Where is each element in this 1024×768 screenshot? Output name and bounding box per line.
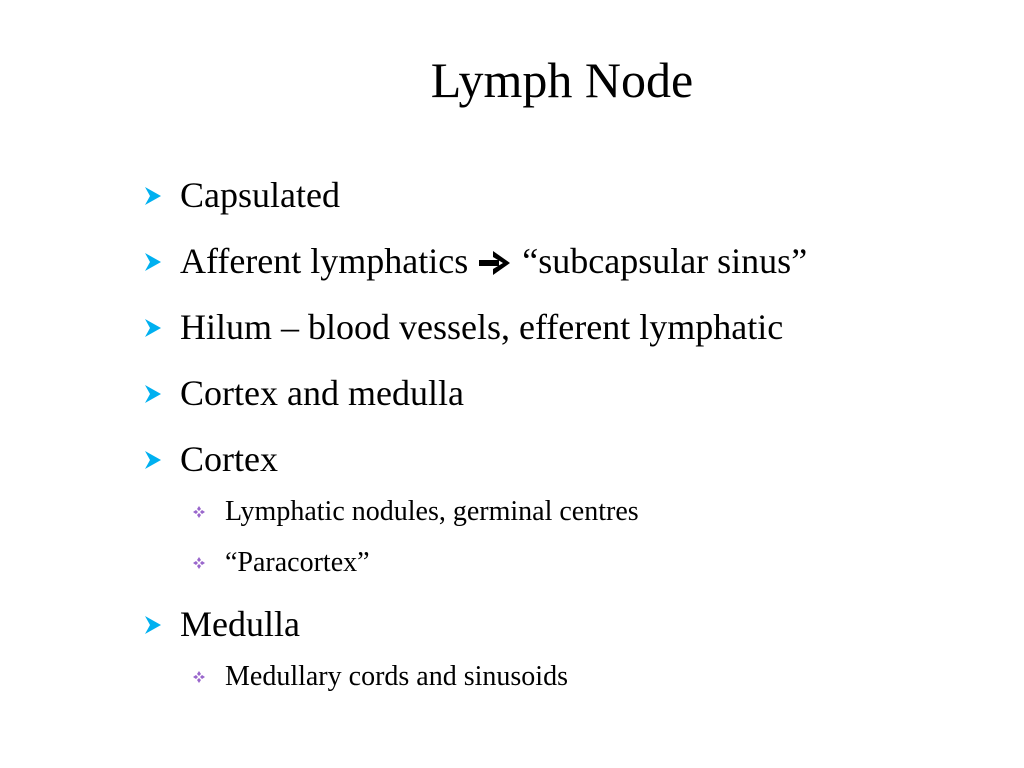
chevron-arrow-bullet-icon bbox=[145, 319, 161, 337]
bullet-item bbox=[143, 597, 1003, 651]
four-diamond-bullet-icon bbox=[193, 557, 205, 569]
four-diamond-bullet-icon bbox=[193, 671, 205, 683]
chevron-arrow-bullet-icon bbox=[145, 253, 161, 271]
chevron-arrow-bullet-icon bbox=[145, 187, 161, 205]
bullet-text: Cortex bbox=[180, 439, 278, 479]
sub-list-container bbox=[143, 657, 1003, 697]
slide-title: Lymph Node bbox=[430, 52, 694, 108]
sub-bullet-item bbox=[143, 543, 1003, 583]
chevron-arrow-bullet-icon bbox=[145, 451, 161, 469]
bullet-text: Hilum – blood vessels, efferent lymphatic bbox=[180, 307, 784, 347]
sub-list-container bbox=[143, 492, 1003, 583]
chevron-arrow-bullet-icon bbox=[145, 385, 161, 403]
sub-bullet-list bbox=[143, 492, 1003, 583]
bullet-text: Cortex and medulla bbox=[180, 373, 464, 413]
bullet-item bbox=[143, 366, 1003, 420]
bullet-text: “subcapsular sinus” bbox=[522, 241, 808, 281]
sub-bullet-list bbox=[143, 657, 1003, 697]
four-diamond-bullet-icon bbox=[193, 506, 205, 518]
right-arrow-icon bbox=[479, 250, 511, 276]
bullet-item bbox=[143, 432, 1003, 486]
bullet-text: Medulla bbox=[180, 604, 300, 644]
bullet-item bbox=[143, 168, 1003, 222]
bullet-list bbox=[143, 168, 1003, 711]
sub-bullet-text: Medullary cords and sinusoids bbox=[225, 661, 568, 692]
bullet-text: Afferent lymphatics bbox=[180, 241, 469, 281]
sub-bullet-text: Lymphatic nodules, germinal centres bbox=[225, 496, 639, 527]
sub-bullet-item bbox=[143, 492, 1003, 532]
bullet-item bbox=[143, 300, 1003, 354]
chevron-arrow-bullet-icon bbox=[145, 616, 161, 634]
sub-bullet-text: “Paracortex” bbox=[225, 547, 370, 578]
bullet-item bbox=[143, 234, 1003, 288]
sub-bullet-item bbox=[143, 657, 1003, 697]
bullet-text: Capsulated bbox=[180, 175, 340, 215]
